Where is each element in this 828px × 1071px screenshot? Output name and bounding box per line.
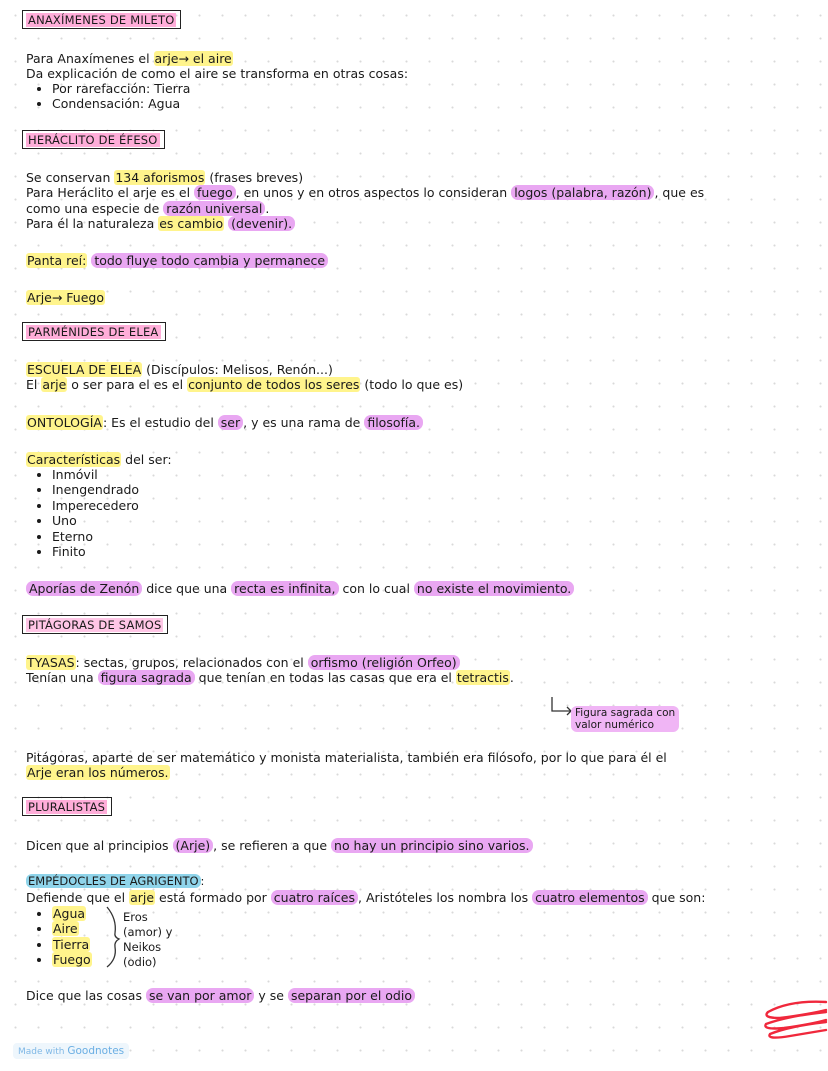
list-item: • Eterno — [52, 529, 139, 544]
list-item: • Finito — [52, 544, 139, 559]
list-item: • Tierra — [52, 937, 92, 952]
text-line: Defiende que el arje está formado por cuatro raíces , Aristóteles los nombra los cuatro elementos que son: — [26, 890, 706, 905]
text-line: Características del ser: — [27, 452, 172, 467]
list-item: • Inmóvil — [52, 467, 139, 482]
text-line: ONTOLOGÍA: Es el estudio del ser , y es una rama de filosofía. — [26, 415, 423, 430]
bullet-list — [34, 81, 190, 112]
text-line: Pitágoras, aparte de ser matemático y monista materialista, también era filósofo, por lo que para él el — [26, 750, 667, 765]
text-line: Panta reí: todo fluye todo cambia y permanece — [26, 253, 328, 268]
list-item: • Por rarefacción: Tierra — [52, 81, 190, 96]
section-title-pitagoras: PITÁGORAS DE SAMOS — [22, 615, 168, 634]
text-line: TYASAS: sectas, grupos, relacionados con el orfismo (religión Orfeo) — [26, 655, 460, 670]
red-scribble-icon — [760, 996, 828, 1042]
text-line: Da explicación de como el aire se transforma en otras cosas: — [26, 66, 409, 81]
text-line: Dicen que al principios (Arje) , se refieren a que no hay un principio sino varios. — [26, 838, 533, 853]
list-item: • Agua — [52, 906, 92, 921]
text-line: ESCUELA DE ELEA (Discípulos: Melisos, Renón...) — [27, 362, 333, 377]
text-line: como una especie de razón universal . — [26, 201, 270, 216]
text-line: Se conservan 134 aforismos (frases breves) — [26, 170, 304, 185]
section-title-parmenides: PARMÉNIDES DE ELEA — [22, 322, 166, 341]
text-line: Arje→ Fuego — [27, 290, 105, 305]
text-line: Para Heráclito el arje es el fuego , en unos y en otros aspectos lo consideran logos (palabra, razón) , que es — [26, 185, 705, 200]
list-item: • Condensación: Agua — [52, 96, 190, 111]
list-item: • Imperecedero — [52, 498, 139, 513]
goodnotes-badge: Made with Goodnotes — [13, 1043, 129, 1059]
bullet-list — [34, 467, 139, 559]
text-line: Para Anaxímenes el arje→ el aire — [26, 51, 232, 66]
list-item: • Fuego — [52, 952, 92, 967]
annotation-note: Figura sagrada con valor numérico — [571, 706, 679, 732]
text-line: Arje eran los números. — [27, 765, 169, 780]
section-title-pluralistas: PLURALISTAS — [22, 797, 112, 816]
section-title-empedocles: EMPÉDOCLES DE AGRIGENTO : — [28, 874, 205, 888]
text-line: Aporías de Zenón dice que una recta es infinita, con lo cual no existe el movimiento. — [26, 581, 574, 596]
bullet-list — [34, 906, 92, 968]
section-title-heraclito: HERÁCLITO DE ÉFESO — [22, 130, 165, 149]
text-line: Dice que las cosas se van por amor y se separan por el odio — [26, 988, 415, 1003]
text-line: Para él la naturaleza es cambio (devenir). — [26, 216, 295, 231]
list-item: • Inengendrado — [52, 482, 139, 497]
brace-annotation: Eros (amor) y Neikos (odio) — [123, 910, 173, 969]
brace-icon — [104, 905, 122, 969]
section-title-anaximenes: ANAXÍMENES DE MILETO — [22, 10, 181, 29]
list-item: • Uno — [52, 513, 139, 528]
text-line: Tenían una figura sagrada que tenían en todas las casas que era el tetractis. — [26, 670, 514, 685]
list-item: • Aire — [52, 921, 92, 936]
text-line: El arje o ser para el es el conjunto de todos los seres (todo lo que es) — [26, 377, 464, 392]
